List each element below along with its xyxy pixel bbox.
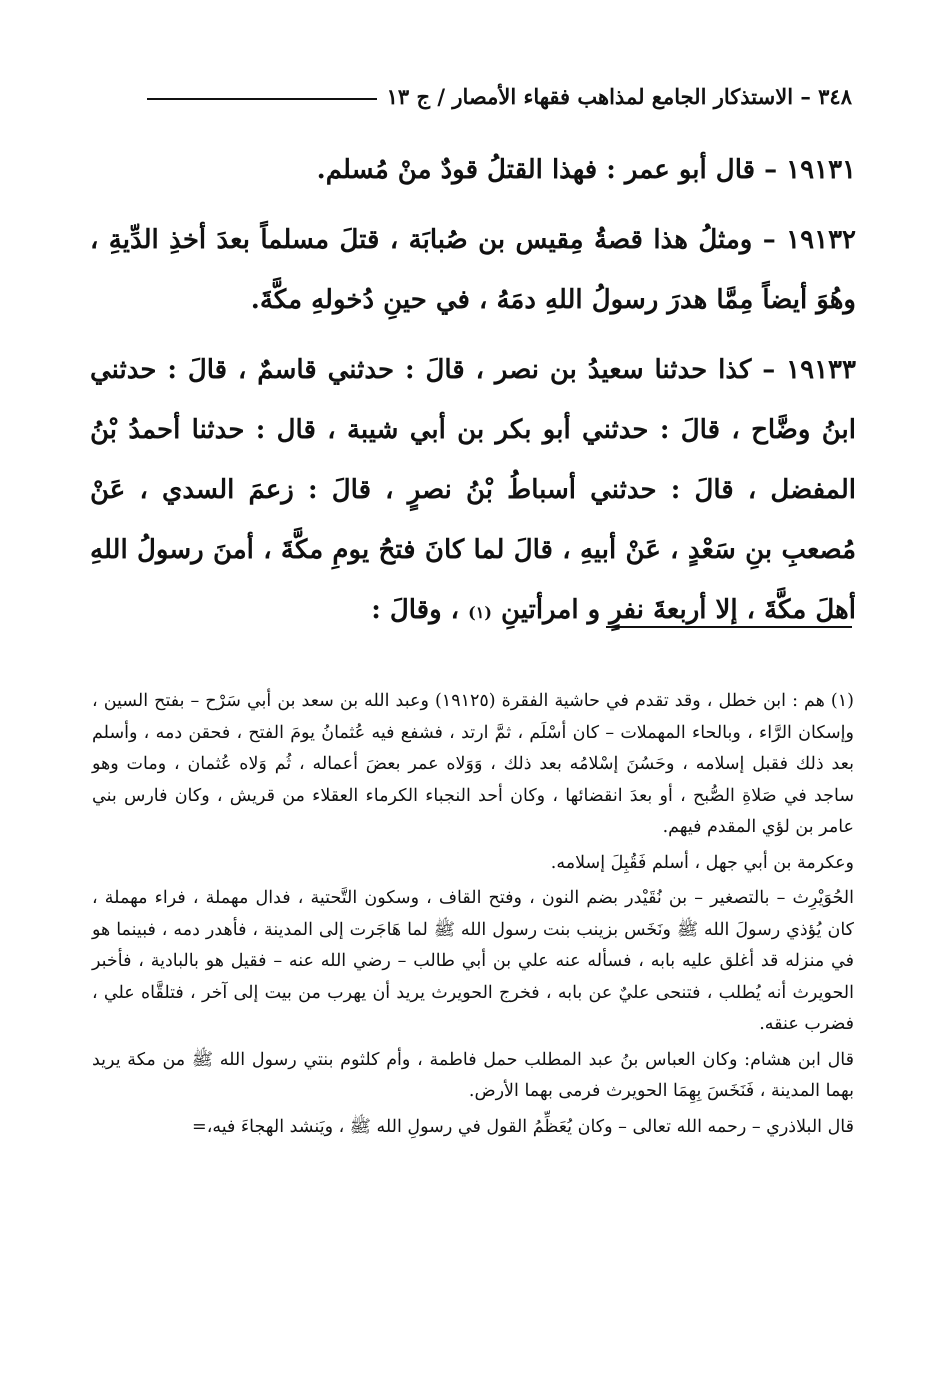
footnote-1: (١) هم : ابن خطل ، وقد تقدم في حاشية الفقرة (١٩١٢٥) وعبد الله بن سعد بن أبي سَرْح – بفتح السين ، وإسكان الرَّاء ، وبالحاء المهملات – كان أسْلَم ، ثمَّ ارتد ، فشفع فيه عُثمانُ يومَ الفتح ، فحقن دمه ، وأسلم بعد ذلك فقبل إسلامه ، وحَسُنَ إسْلامُه بعد ذلك ، وَوَلاه عمر بعضَ أعماله ، ثُم وَلاه عُثمان ، ومات وهو ساجد في صَلاةِ الصُّبح ، أو بعدَ انقضائها ، وكان أحد النجباء الكرماء العقلاء من قريش ، وكان فارس بني عامر بن لؤي المقدم فيهم. [92, 691, 854, 837]
paragraph-19131 [90, 140, 856, 200]
header-rule [147, 98, 377, 100]
footnote-ibn-hisham: قال ابن هشام: وكان العباس بنُ عبد المطلب حمل فاطمة ، وأم كلثوم بنتي رسول الله ﷺ من مكة يريد بهما المدينة ، فَنَخَسَ بِهِمَا الحويرث فرمى بهما الأرض. [92, 1049, 854, 1101]
footnote-huwayrith: الحُوَيْرِث – بالتصغير – بن نُقَيْدر بضم النون ، وفتح القاف ، وسكون التَّحتية ، فدال مهملة ، فراء مهملة ، كان يُؤذي رسولَ الله ﷺ ونَخَس بزينب بنت رسول الله ﷺ لما هَاجَرت إلى المدينة ، فأهدر دمه ، فبينما هو في منزله قد أغلق عليه بابه ، فسأله عنه علي بن أبي طالب – رضي الله عنه – فقيل هو بالبادية ، فأخبر الحويرث أنه يُطلب ، فتنحى عليٌ عن بابه ، فخرج الحويرث يريد أن يهرب من بيت إلى آخر ، فتلقَّاه علي ، فضرب عنقه. [92, 888, 854, 1034]
paragraph-number: ١٩١٣٢ [786, 225, 856, 255]
paragraph-19132 [90, 210, 856, 330]
footnote-reference: (١) [468, 603, 492, 622]
footnote-baladhuri: قال البلاذري – رحمه الله تعالى – وكان يُعَظِّمُ القول في رسولِ الله ﷺ ، ويَنشد الهجاءَ فيه،= [192, 1116, 854, 1137]
footnote-separator [606, 626, 852, 628]
paragraph-number: ١٩١٣٣ [786, 355, 856, 385]
main-text [90, 140, 856, 653]
paragraph-text: – ومثلُ هذا قصةُ مِقيس بن صُبابَة ، قتلَ مسلماً بعدَ أخذِ الدِّيةِ ، وهُوَ أيضاً مِمَّا هدرَ رسولُ اللهِ دمَهُ ، في حينِ دُخولهِ مكَّةَ. [90, 225, 856, 315]
footnote-ikrima: وعكرمة بن أبي جهل ، أسلم فَقُبِلَ إسلامه. [550, 852, 854, 873]
paragraph-text: – كذا حدثنا سعيدُ بن نصر ، قالَ : حدثني قاسمٌ ، قالَ : حدثني ابنُ وضَّاح ، قالَ : حدثني أبو بكر بن أبي شيبة ، قال : حدثنا أحمدُ بْنُ المفضل ، قالَ : حدثني أسباطُ بْنُ نصرٍ ، قالَ : زعمَ السدي ، عَنْ مُصعبِ بنِ سَعْدٍ ، عَنْ أبيهِ ، قالَ لما كانَ فتحُ يومِ مكَّةَ ، أمنَ رسولُ اللهِ أهلَ مكَّةَ ، إلا أربعةَ نفرٍ و امرأتينِ [90, 355, 856, 625]
paragraph-text: – قال أبو عمر : فهذا القتلُ قودٌ منْ مُسلم. [316, 155, 778, 185]
running-header [92, 84, 852, 109]
paragraph-tail: ، وقالَ : [371, 595, 460, 625]
paragraph-number: ١٩١٣١ [786, 155, 856, 185]
paragraph-19133 [90, 340, 856, 643]
header-text: ٣٤٨ – الاستذكار الجامع لمذاهب فقهاء الأمصار / ج ١٣ [386, 84, 852, 109]
footnotes [92, 686, 854, 1147]
